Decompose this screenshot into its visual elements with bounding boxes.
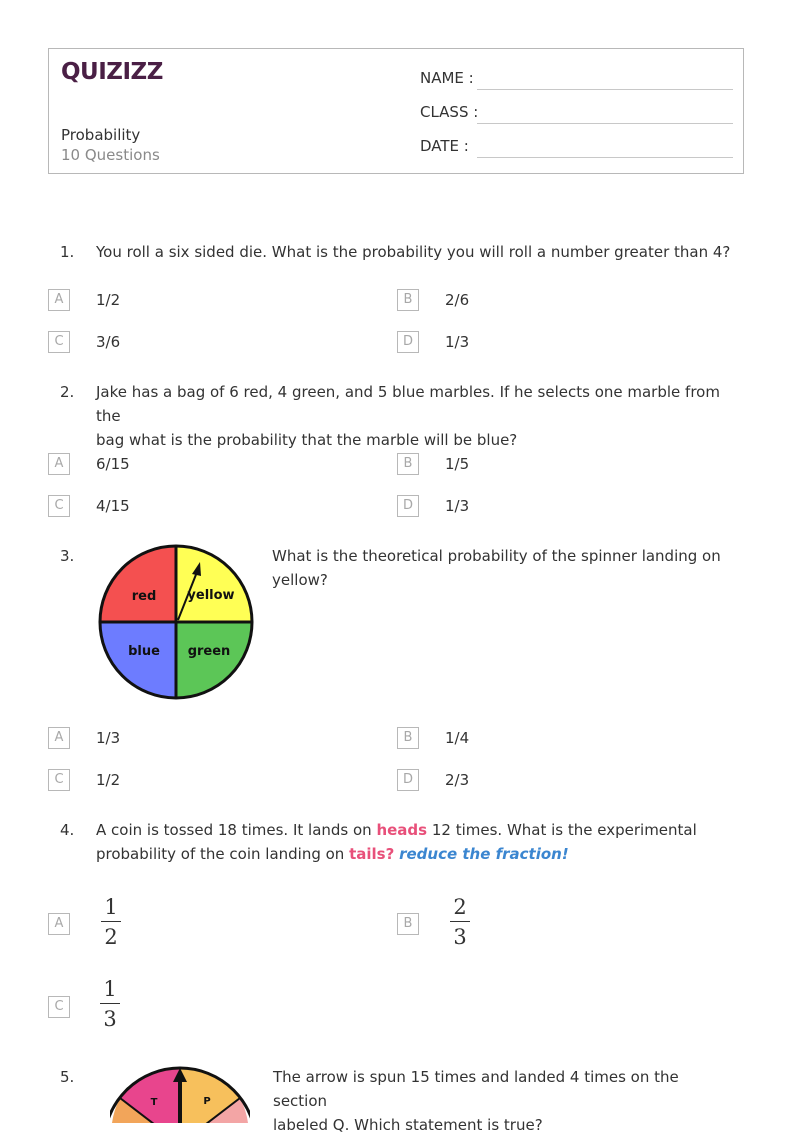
option-box-d[interactable]: D [397, 495, 419, 517]
spinner-label-t: T [150, 1097, 158, 1108]
option-box-b[interactable]: B [397, 727, 419, 749]
spinner-image-2 [110, 1064, 250, 1123]
option-box-b[interactable]: B [397, 289, 419, 311]
option-box-c[interactable]: C [48, 495, 70, 517]
option-box-a[interactable]: A [48, 727, 70, 749]
fraction-option-a [101, 895, 121, 949]
spinner-image [96, 542, 256, 702]
class-line [477, 123, 733, 124]
spinner-label-blue: blue [128, 644, 160, 659]
fraction-numerator: 2 [453, 895, 467, 919]
option-text-b: 1/5 [445, 455, 470, 473]
fraction-option-b [450, 895, 470, 949]
spinner-label-green: green [187, 644, 231, 659]
option-text-a: 6/15 [96, 455, 130, 473]
class-label: CLASS : [420, 103, 479, 121]
fraction-numerator: 1 [103, 977, 117, 1001]
option-text-b: 1/4 [445, 729, 470, 747]
option-box-d[interactable]: D [397, 769, 419, 791]
fraction-denominator: 2 [104, 925, 118, 949]
option-box-d[interactable]: D [397, 331, 419, 353]
question-2-number: 2. [60, 383, 75, 401]
date-line [477, 157, 733, 158]
option-box-c[interactable]: C [48, 331, 70, 353]
fraction-bar [101, 921, 121, 922]
option-text-d: 2/3 [445, 771, 470, 789]
option-text-a: 1/2 [96, 291, 121, 309]
highlight-tails: tails? [349, 845, 395, 863]
option-box-c[interactable]: C [48, 996, 70, 1018]
fraction-denominator: 3 [103, 1007, 117, 1031]
option-text-a: 1/3 [96, 729, 121, 747]
option-box-b[interactable]: B [397, 913, 419, 935]
question-1-text: You roll a six sided die. What is the probability you will roll a number greater than 4? [96, 243, 731, 261]
question-2-line-2: bag what is the probability that the marble will be blue? [96, 431, 518, 449]
question-4-line-2 [96, 842, 736, 866]
option-text-d: 1/3 [445, 497, 470, 515]
question-3-text [272, 544, 732, 592]
spinner-label-red: red [131, 589, 157, 604]
question-5-number: 5. [60, 1068, 75, 1086]
name-line [477, 89, 733, 90]
question-3-number: 3. [60, 547, 75, 565]
question-4-text-part: A coin is tossed 18 times. It lands on [96, 821, 377, 839]
question-count: 10 Questions [61, 146, 160, 164]
question-5-text [273, 1065, 733, 1137]
question-5-line-1: The arrow is spun 15 times and landed 4 times on the section [273, 1068, 679, 1110]
fraction-numerator: 1 [104, 895, 118, 919]
option-box-a[interactable]: A [48, 913, 70, 935]
question-4-line-1 [96, 818, 736, 842]
spinner-label-yellow: yellow [187, 588, 235, 603]
question-2-line-1: Jake has a bag of 6 red, 4 green, and 5 blue marbles. If he selects one marble from the [96, 383, 720, 425]
option-box-b[interactable]: B [397, 453, 419, 475]
fraction-option-c [100, 977, 120, 1031]
question-4-text-part: probability of the coin landing on [96, 845, 350, 863]
question-5-line-2: labeled Q. Which statement is true? [273, 1116, 543, 1134]
worksheet-header [48, 48, 744, 174]
question-4-text [96, 818, 736, 866]
question-2-text [96, 380, 736, 452]
highlight-heads: heads [376, 821, 428, 839]
question-3-line-1: What is the theoretical probability of the spinner landing on [272, 547, 721, 565]
question-3-line-2: yellow? [272, 571, 328, 589]
question-4-number: 4. [60, 821, 75, 839]
question-1-number: 1. [60, 243, 75, 261]
option-text-c: 1/2 [96, 771, 121, 789]
option-text-b: 2/6 [445, 291, 470, 309]
question-4-text-part: 12 times. What is the experimental [427, 821, 697, 839]
option-text-c: 3/6 [96, 333, 121, 351]
option-text-c: 4/15 [96, 497, 130, 515]
option-box-a[interactable]: A [48, 289, 70, 311]
date-label: DATE : [420, 137, 469, 155]
option-text-d: 1/3 [445, 333, 470, 351]
spinner-label-p: P [203, 1096, 211, 1107]
worksheet-title: Probability [61, 126, 141, 144]
reduce-fraction-note: reduce the fraction! [399, 845, 569, 863]
option-box-a[interactable]: A [48, 453, 70, 475]
name-label: NAME : [420, 69, 474, 87]
quizizz-logo: QUIZIZZ [61, 59, 163, 85]
fraction-bar [450, 921, 470, 922]
option-box-c[interactable]: C [48, 769, 70, 791]
fraction-bar [100, 1003, 120, 1004]
fraction-denominator: 3 [453, 925, 467, 949]
